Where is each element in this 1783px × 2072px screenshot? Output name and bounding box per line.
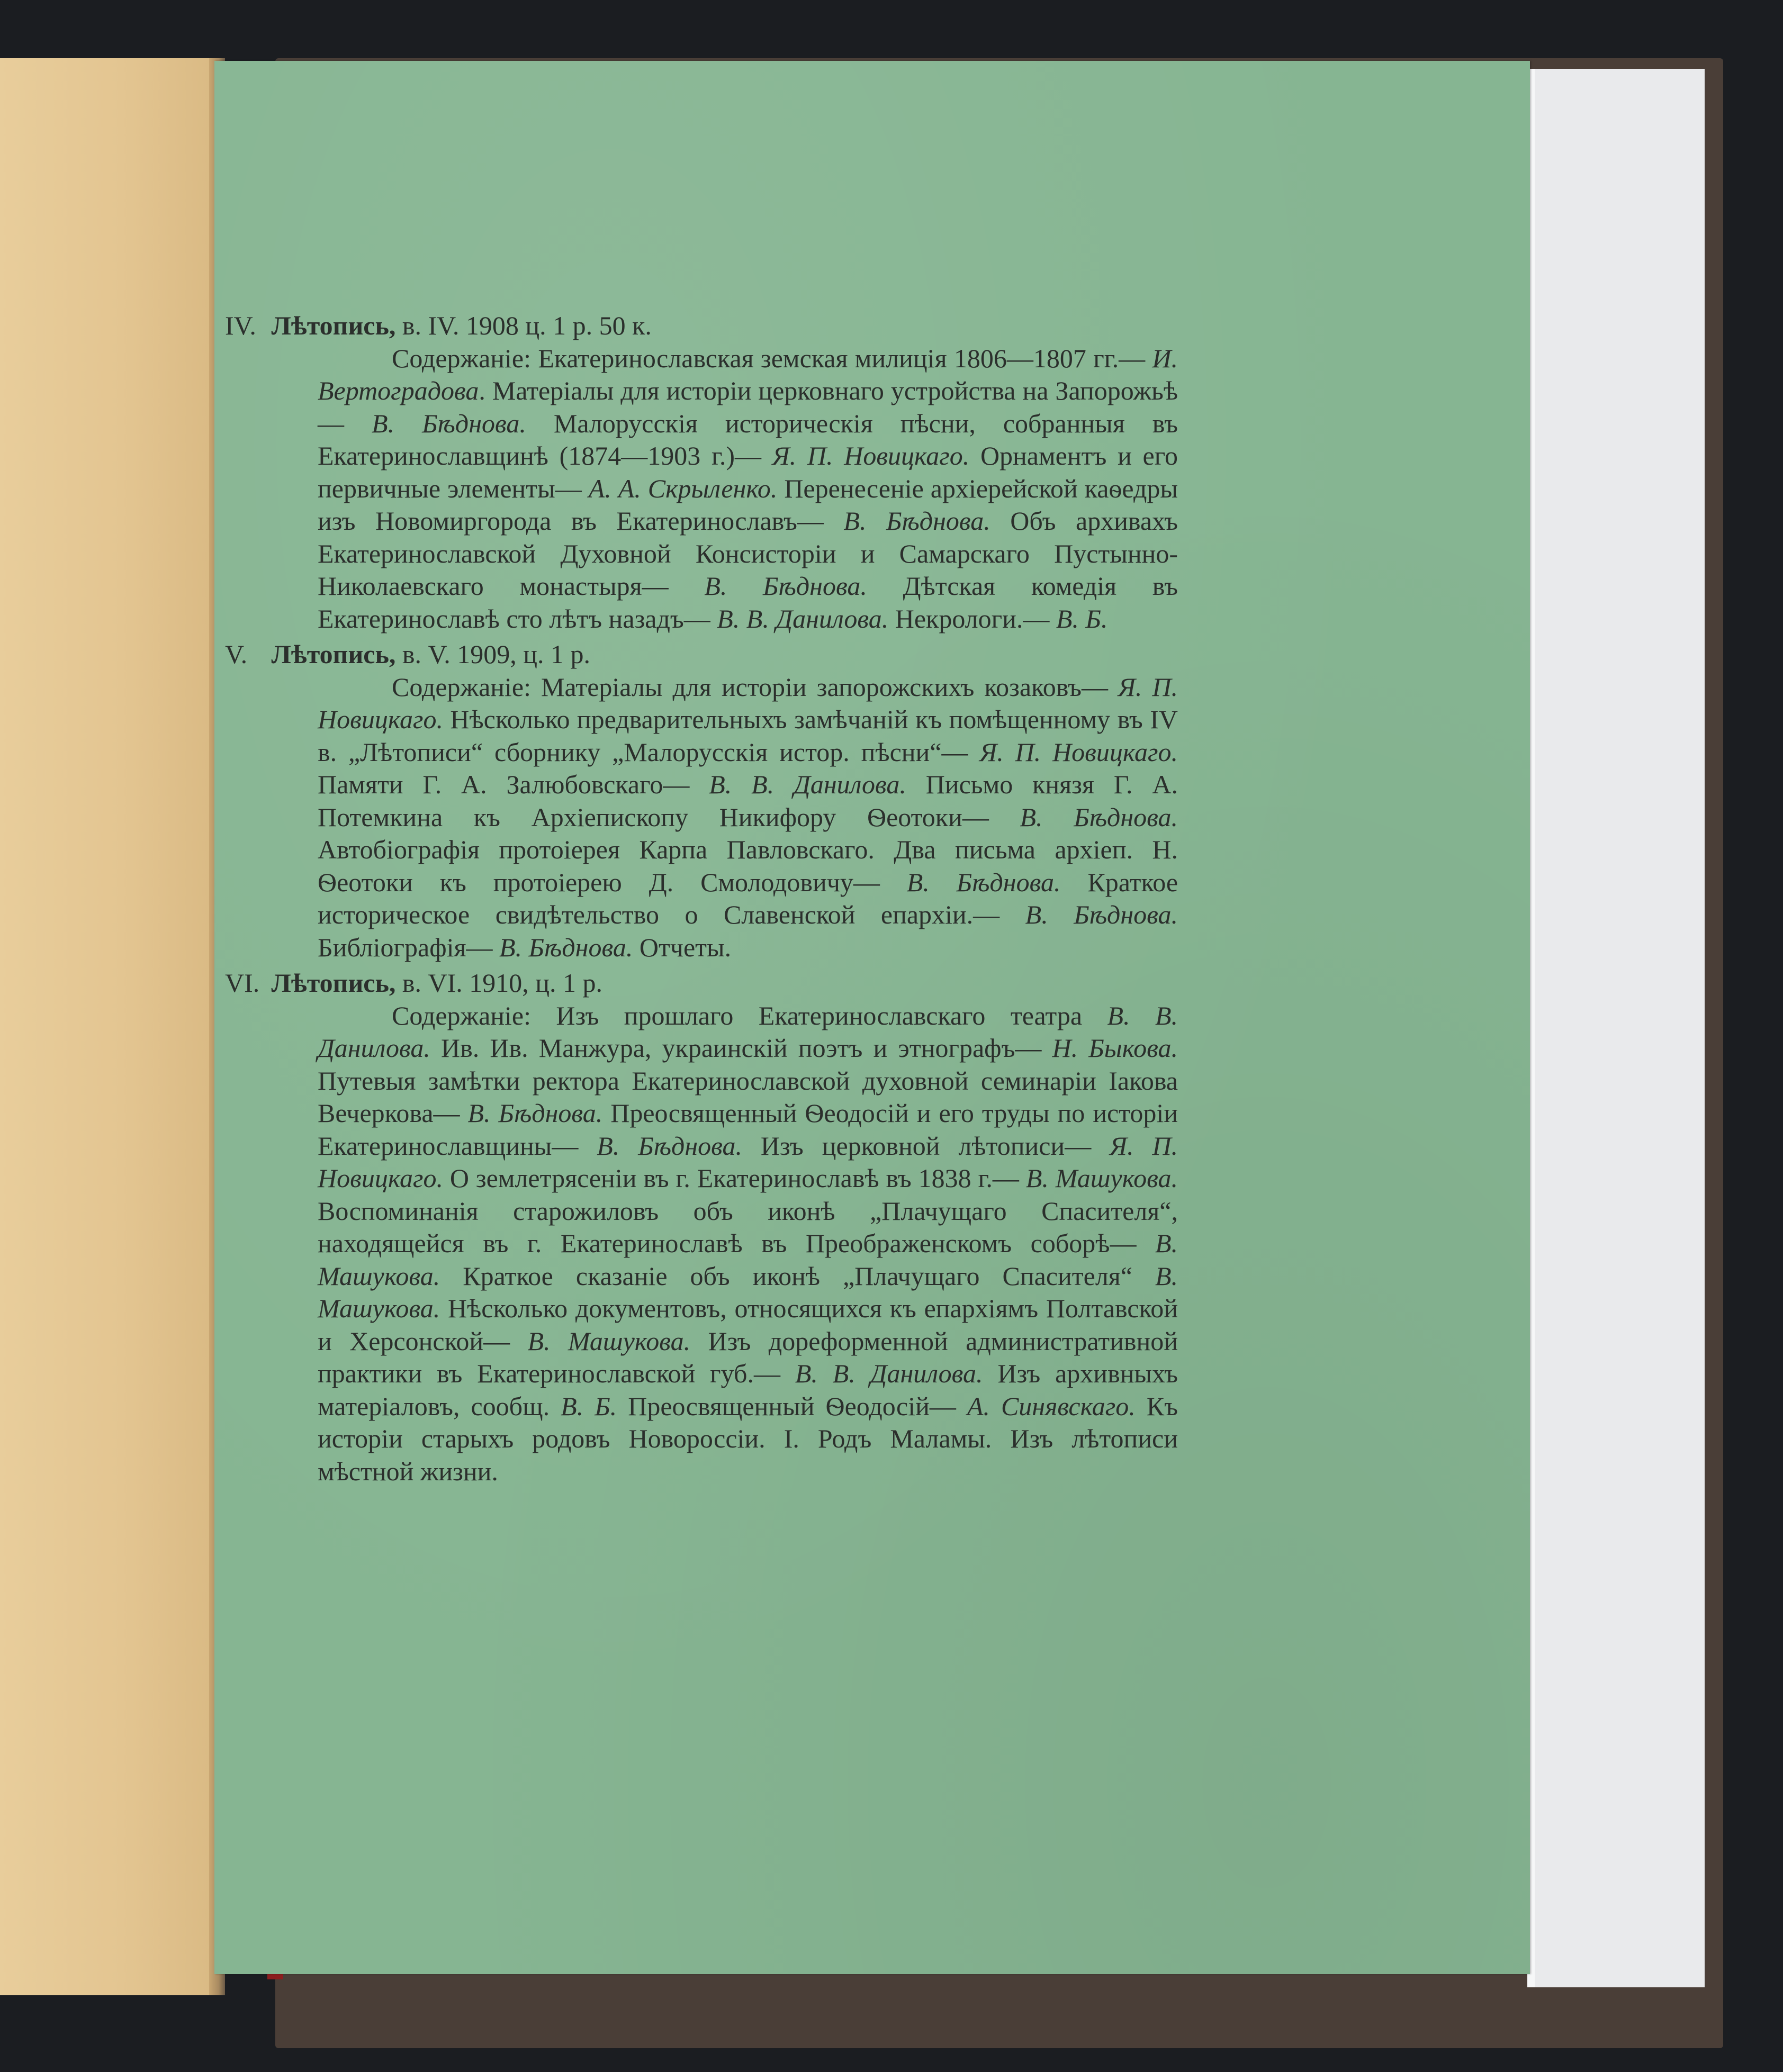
entry-heading (225, 310, 1178, 342)
entry-heading (225, 967, 1178, 1000)
entry-meta: в. VI. 1910, ц. 1 р. (402, 968, 603, 998)
author-name: В. Б. (1056, 603, 1108, 634)
author-name: В. Бѣднова. (499, 932, 633, 962)
contents-text: Перенесеніе архіерейской каѳедры изъ Новомиргорода въ Екатеринославъ— (318, 473, 1178, 536)
entry-number: IV. (225, 311, 256, 340)
author-name: А. Синявскаго. (967, 1391, 1136, 1421)
author-name: Я. П. Новицкаго. (318, 672, 1178, 734)
author-name: Я. П. Новицкаго. (318, 1130, 1178, 1193)
contents-text: Нѣсколько документовъ, относящихся къ епархіямъ Полтавской и Херсонской— (318, 1293, 1178, 1356)
contents-text: Изъ церковной лѣтописи— (742, 1130, 1110, 1161)
author-name: Н. Быкова. (1052, 1033, 1178, 1063)
entry-contents (225, 342, 1178, 636)
author-name: В. В. Данилова. (717, 603, 889, 634)
author-name: В. Бѣднова. (906, 867, 1061, 897)
contents-text: Малорусскія историческія пѣсни, собранныя въ Екатеринославщинѣ (1874—1903 г.)— (318, 408, 1178, 471)
contents-text: Изъ дореформенной административной практики въ Екатеринославской губ.— (318, 1326, 1178, 1388)
contents-text: Изъ архивныхъ матеріаловъ, сообщ. (318, 1359, 1178, 1421)
author-name: В. Машукова. (1025, 1163, 1178, 1193)
contents-text: Преосвященный Ѳеодосій и его труды по исторіи Екатеринославщины— (318, 1098, 1178, 1161)
contents-text: Нѣсколько предварительныхъ замѣчаній къ помѣщенному въ IV в. „Лѣтописи“ сборнику „Малорусскія истор. пѣсни“— (318, 704, 1178, 767)
author-name: В. Бѣднова. (597, 1130, 743, 1161)
contents-text: Путевыя замѣтки ректора Екатеринославской духовной семинаріи Іакова Вечеркова— (318, 1065, 1178, 1128)
entry-title: Лѣтопись, (271, 968, 396, 998)
entry-title: Лѣтопись, (271, 639, 396, 669)
entry-title: Лѣтопись, (271, 311, 396, 340)
entry-heading (225, 638, 1178, 671)
contents-text: Письмо князя Г. А. Потемкина къ Архіепископу Никифору Ѳеотоки— (318, 770, 1178, 832)
author-name: В. Бѣднова. (372, 408, 526, 438)
author-name: Я. П. Новицкаго. (772, 441, 970, 471)
entry-number: VI. (225, 968, 260, 998)
text-block (225, 310, 1178, 1491)
contents-text: Автобіографія протоіерея Карпа Павловскаго. Два письма архіеп. Н. Ѳеотоки къ протоіерею Д. Смолодовичу— (318, 835, 1178, 897)
contents-text: Объ архивахъ Екатеринославской Духовной Консисторіи и Самарскаго Пустынно-Николаевскаго монастыря— (318, 506, 1178, 601)
contents-text: Дѣтская комедія въ Екатеринославѣ сто лѣтъ назадъ— (318, 571, 1178, 634)
author-name: А. А. Скрыленко. (588, 473, 778, 503)
author-name: В. Бѣднова. (704, 571, 867, 601)
contents-text: Содержаніе: Екатеринославская земская милиція 1806—1807 гг.— (392, 343, 1152, 373)
contents-text: Преосвященный Ѳеодосій— (617, 1391, 967, 1421)
author-name: В. Машукова. (318, 1228, 1178, 1291)
entry-number: V. (225, 639, 248, 669)
author-name: Я. П. Новицкаго. (979, 737, 1178, 767)
author-name: В. В. Данилова. (709, 770, 906, 799)
author-name: В. В. Данилова. (318, 1000, 1178, 1063)
author-name: В. Машукова. (318, 1261, 1178, 1323)
contents-text: Библіографія— (318, 932, 499, 962)
author-name: В. Бѣднова. (467, 1098, 603, 1128)
author-name: В. Бѣднова. (1025, 900, 1178, 929)
author-name: В. Машукова. (527, 1326, 691, 1356)
contents-text: Краткое историческое свидѣтельство о Славенской епархіи.— (318, 867, 1178, 929)
contents-text: О землетрясеніи въ г. Екатеринославѣ въ 1838 г.— (443, 1163, 1026, 1193)
facing-page (0, 58, 222, 1995)
contents-text: . Матеріалы для исторіи церковнаго устройства на Запорожьѣ — (318, 376, 1178, 438)
author-name: И. Вертоградова (318, 343, 1178, 405)
contents-text: Воспоминанія старожиловъ объ иконѣ „Плачущаго Спасителя“, находящейся въ г. Екатеринославѣ въ Преображенскомъ соборѣ— (318, 1196, 1178, 1258)
contents-text: Къ исторіи старыхъ родовъ Новороссіи. I. Родъ Маламы. Изъ лѣтописи мѣстной жизни. (318, 1391, 1178, 1486)
contents-text: Содержаніе: Матеріалы для исторіи запорожскихъ козаковъ— (392, 672, 1118, 702)
author-name: В. Бѣднова. (1020, 802, 1178, 832)
entry-meta: в. IV. 1908 ц. 1 р. 50 к. (402, 311, 652, 340)
contents-text: Орнаментъ и его первичные элементы— (318, 441, 1178, 503)
contents-text: Памяти Г. А. Залюбовскаго— (318, 770, 709, 799)
entry-contents (225, 1000, 1178, 1488)
contents-text: Некрологи.— (888, 603, 1056, 634)
contents-text: Ив. Ив. Манжура, украинскій поэтъ и этнографъ— (430, 1033, 1052, 1063)
contents-text: Краткое сказаніе объ иконѣ „Плачущаго Спасителя“ (440, 1261, 1155, 1291)
contents-text: Отчеты. (633, 932, 732, 962)
author-name: В. Б. (561, 1391, 617, 1421)
author-name: В. В. Данилова. (795, 1359, 983, 1388)
entry-contents (225, 671, 1178, 964)
white-flyleaf (1527, 69, 1705, 1987)
contents-text: Содержаніе: Изъ прошлаго Екатеринославскаго театра (392, 1000, 1107, 1030)
entry-meta: в. V. 1909, ц. 1 р. (402, 639, 590, 669)
author-name: В. Бѣднова. (843, 506, 990, 536)
